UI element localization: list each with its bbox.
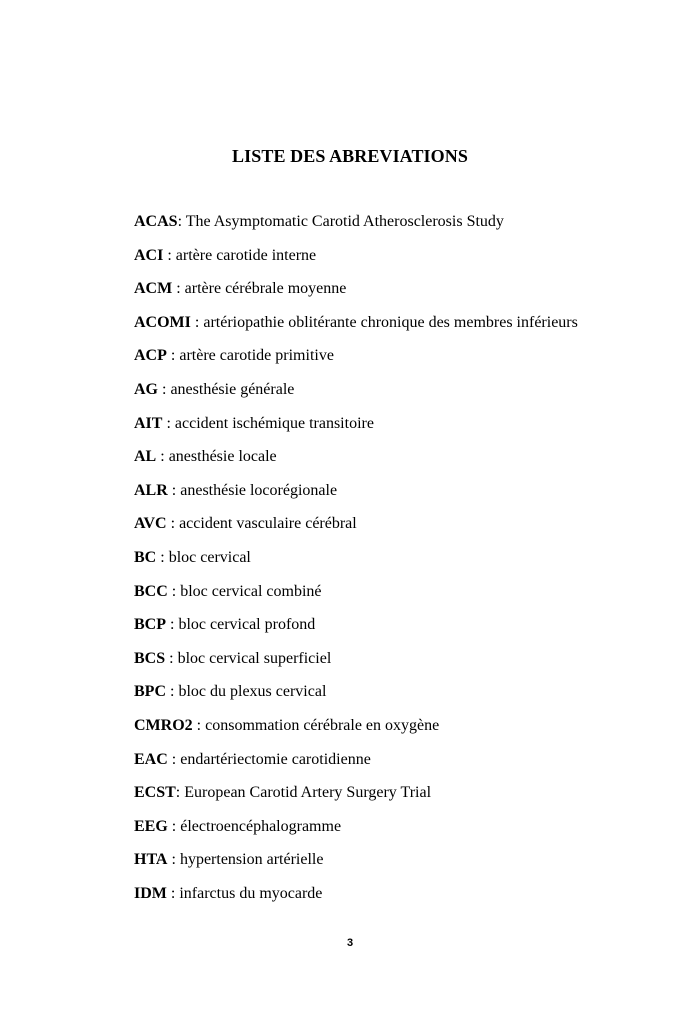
abbreviation-entry: [134, 580, 674, 614]
abbreviation-term: AVC: [134, 515, 167, 533]
abbreviation-separator: :: [167, 750, 181, 768]
abbreviation-entry: [134, 344, 674, 378]
abbreviation-separator: :: [166, 616, 179, 634]
abbreviation-entry: [134, 412, 674, 446]
abbreviation-separator: :: [166, 347, 180, 365]
abbreviation-separator: :: [172, 280, 185, 298]
abbreviation-definition: anesthésie locorégionale: [180, 481, 338, 499]
abbreviation-entry: [134, 244, 674, 278]
abbreviation-definition: The Asymptomatic Carotid Atherosclerosis Study: [185, 213, 504, 230]
abbreviation-separator: :: [162, 414, 175, 432]
abbreviation-term: ACP: [134, 347, 167, 365]
abbreviation-definition: bloc cervical profond: [178, 616, 316, 634]
abbreviation-definition: artère cérébrale moyenne: [184, 280, 347, 298]
abbreviation-term: ACM: [134, 280, 173, 298]
abbreviation-definition: artériopathie oblitérante chronique des membres inférieurs: [203, 313, 578, 331]
abbreviation-entry: [134, 848, 674, 882]
abbreviation-entry: [134, 882, 674, 916]
abbreviation-term: BC: [134, 548, 157, 566]
abbreviation-separator: :: [166, 683, 179, 701]
abbreviation-definition: consommation cérébrale en oxygène: [205, 716, 440, 734]
abbreviation-term: AL: [134, 448, 157, 466]
abbreviation-separator: :: [190, 313, 204, 331]
abbreviation-definition: anesthésie générale: [170, 380, 295, 398]
abbreviation-separator: :: [167, 582, 181, 600]
abbreviation-entry: [134, 378, 674, 412]
abbreviation-definition: European Carotid Artery Surgery Trial: [184, 784, 432, 802]
abbreviation-term: ALR: [134, 481, 168, 499]
abbreviation-entry: [134, 613, 674, 647]
abbreviation-term: BCS: [134, 649, 166, 667]
abbreviation-separator: :: [156, 548, 169, 566]
abbreviation-definition: artère carotide primitive: [179, 347, 334, 365]
page-number: 3: [346, 937, 354, 949]
abbreviation-separator: :: [167, 851, 180, 869]
abbreviation-term: ACI: [134, 246, 164, 264]
abbreviation-term: BCC: [134, 582, 168, 600]
abbreviation-list: [134, 210, 674, 915]
abbreviation-separator: :: [192, 716, 206, 734]
abbreviation-definition: bloc cervical: [168, 548, 251, 566]
abbreviation-term: EEG: [134, 817, 168, 835]
abbreviation-entry: [134, 781, 674, 815]
abbreviation-separator: :: [167, 817, 181, 835]
abbreviation-term: HTA: [134, 851, 168, 869]
abbreviation-term: AG: [134, 380, 158, 398]
abbreviation-term: IDM: [134, 884, 167, 902]
abbreviation-definition: bloc cervical superficiel: [177, 649, 332, 667]
abbreviation-entry: [134, 512, 674, 546]
abbreviation-definition: accident vasculaire cérébral: [179, 515, 357, 533]
abbreviation-term: AIT: [134, 414, 163, 432]
abbreviation-entry: [134, 210, 674, 244]
abbreviation-separator: :: [167, 481, 181, 499]
abbreviation-separator: :: [158, 380, 171, 398]
abbreviation-term: EAC: [134, 750, 168, 768]
abbreviation-entry: [134, 748, 674, 782]
abbreviation-entry: [134, 714, 674, 748]
abbreviation-definition: bloc cervical combiné: [180, 582, 322, 600]
abbreviation-separator: :: [166, 884, 180, 902]
abbreviation-separator: :: [156, 448, 169, 466]
abbreviation-separator: :: [175, 784, 185, 802]
abbreviation-separator: :: [163, 246, 176, 264]
abbreviation-term: BPC: [134, 683, 166, 701]
abbreviation-entry: [134, 815, 674, 849]
abbreviation-entry: [134, 546, 674, 580]
abbreviation-term: CMRO2: [134, 716, 193, 734]
abbreviation-entry: [134, 479, 674, 513]
abbreviation-entry: [134, 311, 674, 345]
abbreviation-separator: :: [166, 515, 180, 533]
abbreviation-definition: anesthésie locale: [168, 448, 277, 466]
abbreviation-definition: artère carotide interne: [175, 246, 317, 264]
abbreviation-term: ACOMI: [134, 313, 191, 331]
abbreviation-entry: [134, 445, 674, 479]
abbreviation-entry: [134, 277, 674, 311]
abbreviation-definition: accident ischémique transitoire: [174, 414, 374, 432]
abbreviation-definition: électroencéphalogramme: [180, 817, 342, 835]
abbreviation-definition: hypertension artérielle: [179, 851, 324, 869]
abbreviation-separator: :: [177, 213, 186, 230]
abbreviation-term: ECST: [134, 784, 176, 802]
abbreviation-definition: bloc du plexus cervical: [178, 683, 327, 701]
abbreviation-definition: infarctus du myocarde: [179, 884, 323, 902]
abbreviation-term: BCP: [134, 616, 166, 634]
abbreviation-separator: :: [165, 649, 178, 667]
abbreviation-entry: [134, 647, 674, 681]
page-title: LISTE DES ABREVIATIONS: [232, 146, 468, 166]
abbreviation-term: ACAS: [134, 213, 178, 230]
abbreviation-definition: endartériectomie carotidienne: [180, 750, 371, 768]
abbreviation-entry: [134, 680, 674, 714]
